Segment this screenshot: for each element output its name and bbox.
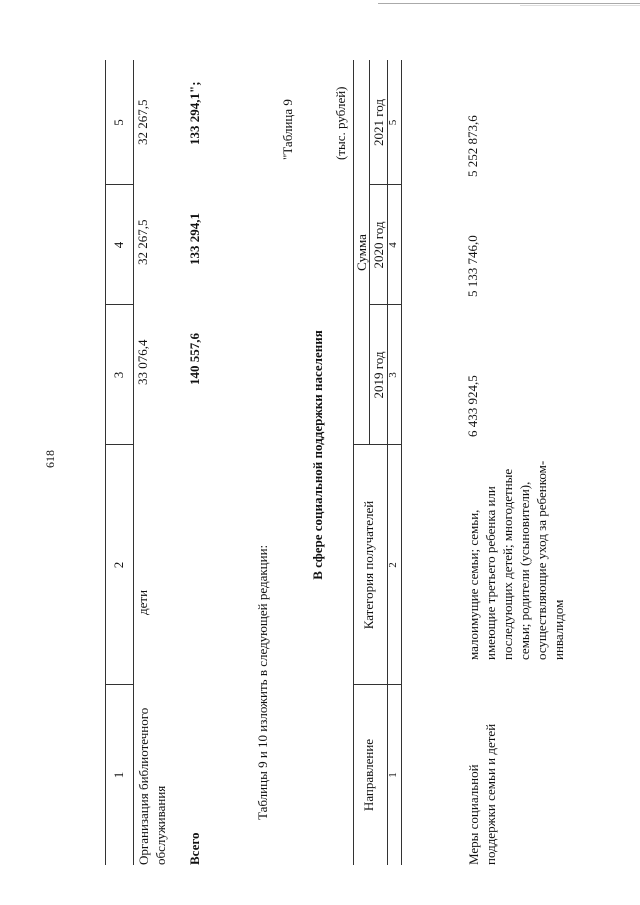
- column-number: 4: [387, 242, 399, 248]
- header-direction: Направление: [361, 738, 376, 812]
- cell-2021: 32 267,5: [135, 99, 150, 145]
- column-number: 5: [387, 119, 399, 126]
- row-category: малоимущие семьи; семьи, имеющие третьего ребенка или последующих детей; многодетные семьи; родители (усыновители), осуществляющие уход за ребенком-инвалидом: [466, 460, 566, 660]
- scan-edge-line: [520, 5, 640, 6]
- row-direction: Организация библиотечного обслуживания: [136, 707, 168, 865]
- scan-edge-line: [378, 3, 640, 4]
- cell-2019: 33 076,4: [135, 339, 150, 385]
- column-number: 3: [387, 372, 399, 378]
- header-2021: 2021 год: [371, 99, 386, 146]
- cell-2020: 5 133 746,0: [465, 235, 480, 297]
- total-2021: 133 294,1";: [187, 81, 202, 145]
- units-note: (тыс. рублей): [333, 86, 348, 160]
- total-2019: 140 557,6: [187, 333, 202, 385]
- header-2019: 2019 год: [371, 351, 386, 399]
- column-number: 1: [387, 772, 399, 778]
- rotated-page-content: [75, 35, 405, 895]
- column-number: 1: [111, 771, 126, 779]
- column-number: 2: [111, 561, 126, 569]
- total-label: Всего: [187, 832, 202, 865]
- table-number-rule: [401, 60, 402, 865]
- column-number: 3: [111, 371, 126, 379]
- column-number: 2: [387, 562, 399, 568]
- section-title: В сфере социальной поддержки населения: [310, 330, 325, 580]
- instruction-text: Таблицы 9 и 10 изложить в следующей редакции:: [255, 544, 270, 820]
- column-number: 4: [111, 241, 126, 249]
- page-number: 618: [43, 450, 57, 468]
- column-number: 5: [111, 119, 126, 126]
- cell-2019: 6 433 924,5: [465, 375, 480, 437]
- header-2020: 2020 год: [371, 221, 386, 269]
- table-header-rule: [133, 60, 134, 865]
- header-sum: Сумма: [354, 234, 369, 271]
- cell-2021: 5 252 873,6: [465, 115, 480, 177]
- table-top-rule: [105, 60, 106, 865]
- table-label: "Таблица 9: [280, 99, 295, 160]
- header-category: Категория получателей: [361, 500, 376, 630]
- row-category: дети: [135, 589, 150, 615]
- row-direction: Меры социальной поддержки семьи и детей: [466, 723, 498, 865]
- total-2020: 133 294,1: [187, 213, 202, 265]
- cell-2020: 32 267,5: [135, 219, 150, 265]
